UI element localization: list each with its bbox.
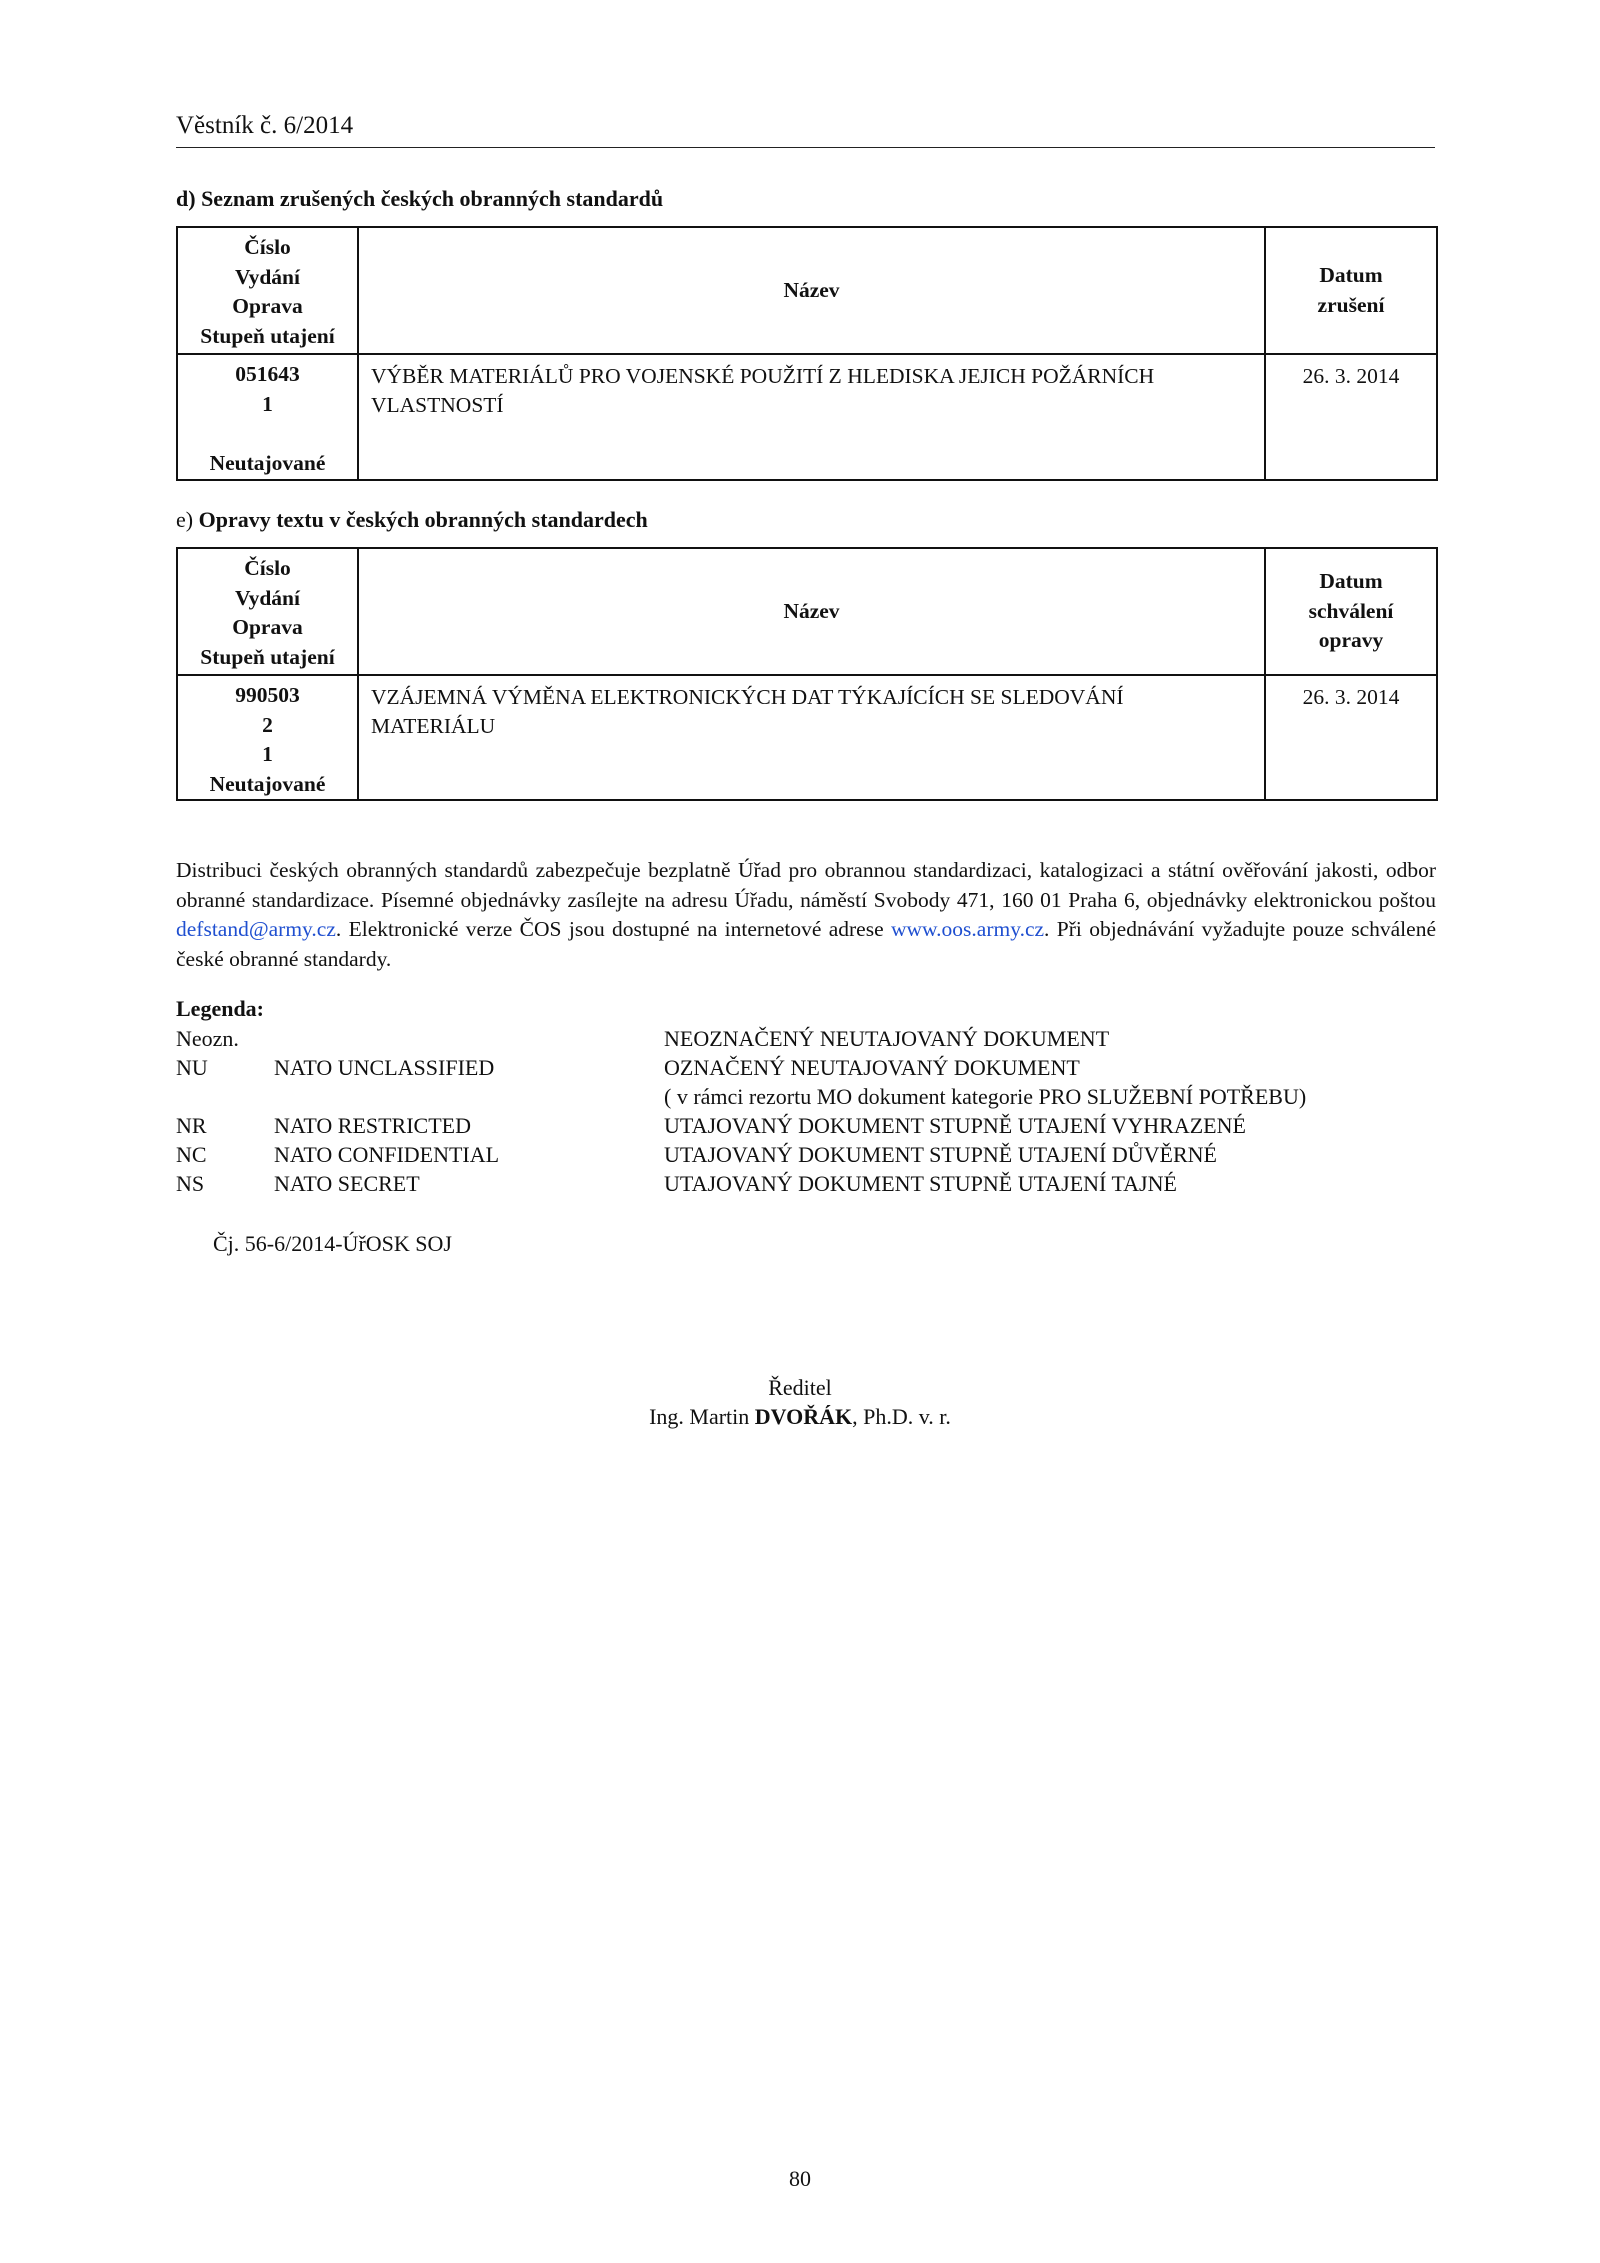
header-line: Číslo [244, 556, 291, 580]
header-number-cell [177, 548, 358, 675]
header-name-cell: Název [358, 227, 1265, 354]
distribution-paragraph [176, 856, 1436, 974]
legend-nato: NATO CONFIDENTIAL [274, 1142, 500, 1167]
email-link[interactable]: defstand@army.cz [176, 917, 336, 941]
header-divider [176, 147, 1435, 148]
distribution-text: Distribuci českých obranných standardů zabezpečuje bezplatně Úřad pro obrannou standardizaci, katalogizaci a státní ověřování jakosti, odbor obranné standardizace. Písemné objednávky zasílejte na adresu Úřadu, náměstí Svobody 471, 160 01 Praha 6, objednávky elektronickou poštou [176, 858, 1436, 912]
legend-code: NU [176, 1055, 208, 1080]
header-line: opravy [1318, 628, 1384, 653]
journal-title: Věstník č. 6/2014 [176, 112, 354, 139]
header-line: Vydání [235, 585, 300, 610]
section-d-heading: Seznam zrušených českých obranných standardů [201, 186, 664, 211]
corrections-table [176, 547, 1438, 801]
legend-code: Neozn. [176, 1026, 239, 1051]
section-e-prefix: e) [176, 507, 194, 532]
legend-nato: NATO RESTRICTED [274, 1113, 471, 1138]
legend-description: ( v rámci rezortu MO dokument kategorie PRO SLUŽEBNÍ POTŘEBU) [664, 1084, 1307, 1109]
legend-description: UTAJOVANÝ DOKUMENT STUPNĚ UTAJENÍ DŮVĚRNÉ [664, 1142, 1217, 1167]
header-line: Stupeň utajení [200, 323, 335, 348]
section-d-prefix: d) [176, 186, 196, 211]
header-line: Datum [1319, 569, 1383, 594]
section-d-title [176, 186, 663, 212]
approval-date-cell: 26. 3. 2014 [1265, 675, 1437, 800]
standard-edition: 2 [262, 712, 273, 737]
table-header-row [177, 227, 1437, 354]
standard-number: 051643 [235, 362, 300, 386]
page-number: 80 [789, 2166, 811, 2191]
legend-nato: NATO UNCLASSIFIED [274, 1055, 495, 1080]
standard-name-cell: VÝBĚR MATERIÁLŮ PRO VOJENSKÉ POUŽITÍ Z HLEDISKA JEJICH POŽÁRNÍCH VLASTNOSTÍ [358, 354, 1265, 480]
signatory-suffix: , Ph.D. v. r. [852, 1404, 951, 1429]
signatory-name [0, 1404, 1600, 1430]
legend-nato: NATO SECRET [274, 1171, 420, 1196]
table-row [177, 675, 1437, 800]
website-link[interactable]: www.oos.army.cz [890, 917, 1045, 941]
legend-code: NC [176, 1142, 207, 1167]
classification: Neutajované [209, 771, 326, 796]
legend-title: Legenda: [176, 996, 264, 1021]
legend-description: UTAJOVANÝ DOKUMENT STUPNĚ UTAJENÍ TAJNÉ [664, 1171, 1177, 1196]
legend-description: OZNAČENÝ NEUTAJOVANÝ DOKUMENT [664, 1055, 1080, 1080]
standard-correction: 1 [262, 742, 273, 766]
signatory-role: Ředitel [768, 1375, 832, 1400]
header-name-cell: Název [358, 548, 1265, 675]
header-line: zrušení [1317, 292, 1385, 317]
signatory-prefix: Ing. Martin [649, 1404, 755, 1429]
header-line: Oprava [232, 615, 303, 639]
header-line: Vydání [235, 264, 300, 289]
legend-code: NS [176, 1171, 205, 1196]
reference-number: Čj. 56-6/2014-ÚřOSK SOJ [213, 1231, 452, 1256]
header-date-cell [1265, 227, 1437, 354]
standard-edition: 1 [262, 391, 273, 416]
cancelled-standards-table [176, 226, 1438, 481]
section-e-heading: Opravy textu v českých obranných standardech [198, 507, 648, 532]
header-line: Oprava [232, 294, 303, 318]
header-line: Stupeň utajení [200, 644, 335, 669]
legend-code: NR [176, 1113, 207, 1138]
header-line: Datum [1319, 263, 1383, 287]
standard-id-cell [177, 354, 358, 480]
classification: Neutajované [209, 450, 326, 475]
standard-id-cell [177, 675, 358, 800]
header-date-cell [1265, 548, 1437, 675]
header-line: schválení [1308, 598, 1394, 623]
cancellation-date-cell: 26. 3. 2014 [1265, 354, 1437, 480]
table-row [177, 354, 1437, 480]
signatory-surname: DVOŘÁK [754, 1404, 853, 1429]
standard-correction [178, 419, 357, 449]
standard-number: 990503 [235, 683, 300, 707]
header-line: Číslo [244, 235, 291, 259]
standard-name-cell: VZÁJEMNÁ VÝMĚNA ELEKTRONICKÝCH DAT TÝKAJÍCÍCH SE SLEDOVÁNÍ MATERIÁLU [358, 675, 1265, 800]
distribution-text: . Při objednávání vyžadujte pouze schválené české obranné standardy. [176, 917, 1436, 971]
distribution-text: . Elektronické verze ČOS jsou dostupné na internetové adrese [335, 917, 891, 941]
legend-description: UTAJOVANÝ DOKUMENT STUPNĚ UTAJENÍ VYHRAZENÉ [664, 1113, 1246, 1138]
legend-description: NEOZNAČENÝ NEUTAJOVANÝ DOKUMENT [664, 1026, 1110, 1051]
header-number-cell [177, 227, 358, 354]
table-header-row [177, 548, 1437, 675]
section-e-title [176, 507, 648, 533]
